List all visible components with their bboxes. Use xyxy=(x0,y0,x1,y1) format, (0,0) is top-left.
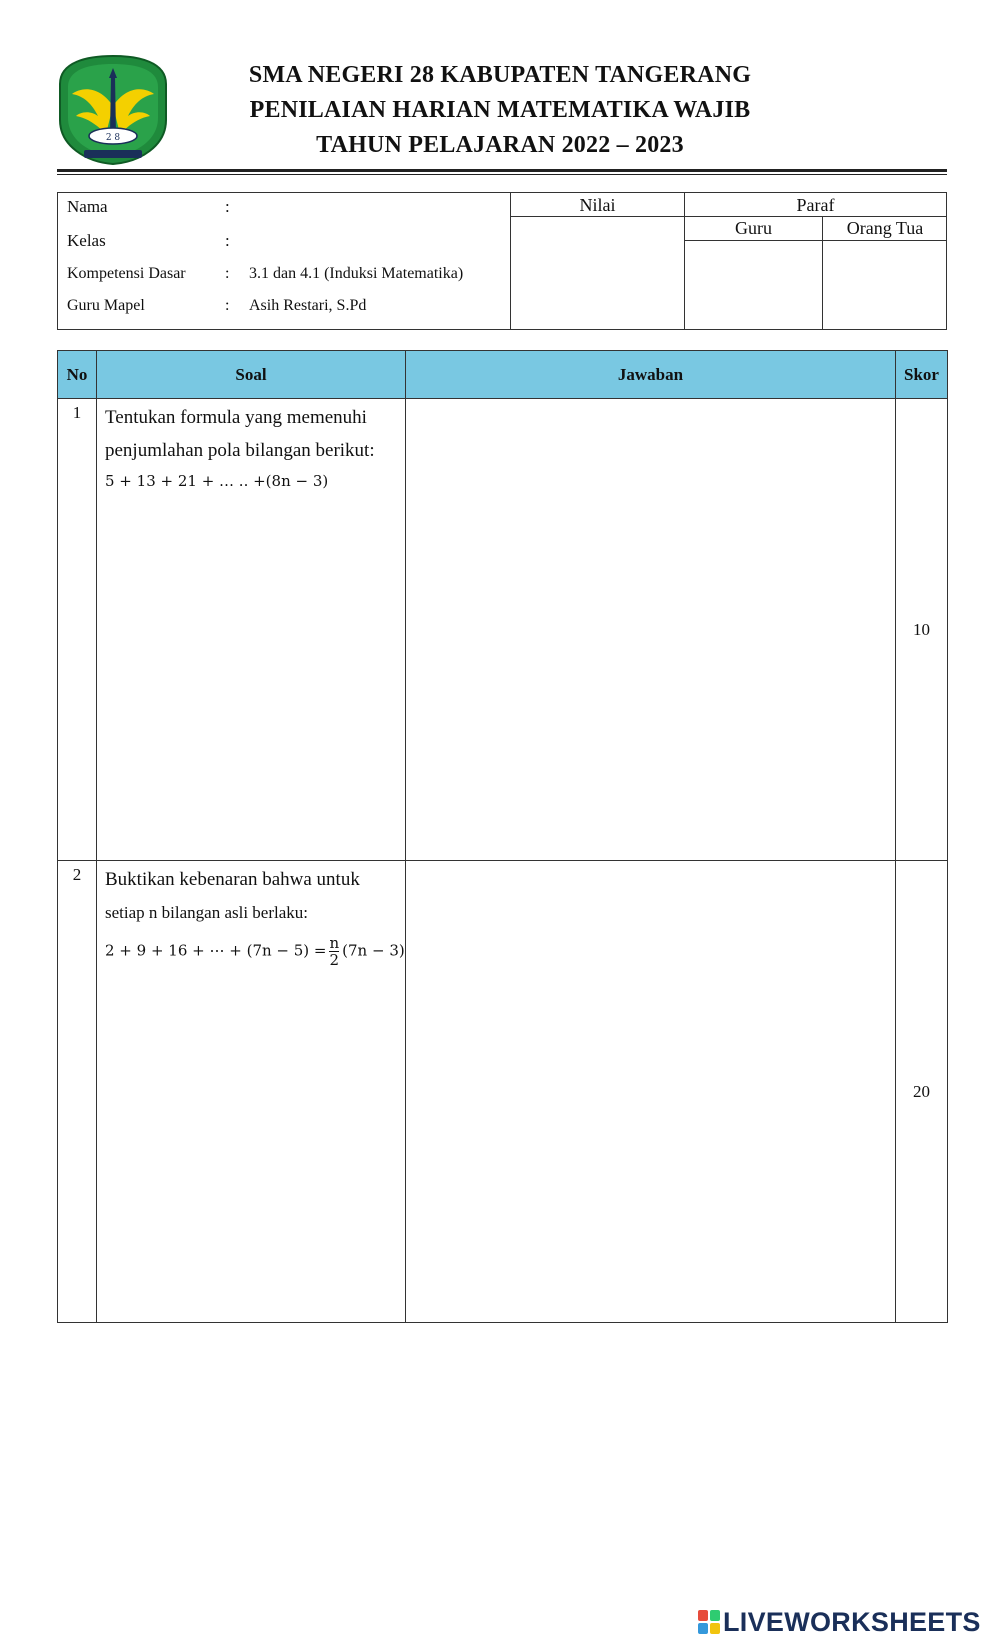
field-label: Kompetensi Dasar xyxy=(67,265,186,282)
assessment-name: PENILAIAN HARIAN MATEMATIKA WAJIB xyxy=(249,97,751,123)
header-divider-thin xyxy=(57,174,947,175)
question-text: penjumlahan pola bilangan berikut: xyxy=(105,440,375,461)
nilai-label: Nilai xyxy=(511,193,684,217)
header-jawaban: Jawaban xyxy=(406,351,896,399)
field-label: Nama xyxy=(67,197,108,216)
table-row xyxy=(58,399,948,861)
liveworksheets-logo-icon xyxy=(698,1610,720,1634)
field-label: Kelas xyxy=(67,231,106,250)
student-info-fields xyxy=(58,193,510,329)
school-emblem-icon xyxy=(54,54,172,166)
question-number: 1 xyxy=(58,399,97,861)
formula-right: (7n − 3) xyxy=(342,941,405,960)
field-value: Asih Restari, S.Pd xyxy=(249,297,367,314)
fraction-numerator: n xyxy=(329,934,340,952)
fraction-denominator: 2 xyxy=(329,951,340,969)
paraf-orang-tua-label: Orang Tua xyxy=(822,217,947,241)
formula-left: 2 + 9 + 16 + ⋯ + (7n − 5) = xyxy=(105,941,327,960)
field-colon: : xyxy=(225,231,230,250)
question-formula: 5 + 13 + 21 + … .. +(8n − 3) xyxy=(105,472,329,490)
question-formula xyxy=(105,934,405,969)
liveworksheets-brand[interactable] xyxy=(698,1607,981,1637)
field-colon: : xyxy=(225,197,230,216)
table-header-row xyxy=(58,351,948,399)
paraf-guru-label: Guru xyxy=(685,217,822,241)
academic-year: TAHUN PELAJARAN 2022 – 2023 xyxy=(316,132,684,158)
field-label: Guru Mapel xyxy=(67,297,145,314)
header-divider-thick xyxy=(57,169,947,172)
emblem-digits: 2 8 xyxy=(105,133,121,143)
document-title xyxy=(200,58,800,163)
question-cell xyxy=(97,399,406,861)
brand-name: LIVEWORKSHEETS xyxy=(723,1606,981,1637)
field-colon: : xyxy=(225,265,230,282)
question-text: setiap n bilangan asli berlaku: xyxy=(105,903,308,922)
answer-area[interactable] xyxy=(406,861,896,1323)
field-value: 3.1 dan 4.1 (Induksi Matematika) xyxy=(249,265,464,282)
score-value: 20 xyxy=(896,861,948,1323)
question-table xyxy=(57,350,948,1323)
field-colon: : xyxy=(225,297,230,314)
question-text: Buktikan kebenaran bahwa untuk xyxy=(105,869,360,890)
score-value: 10 xyxy=(896,399,948,861)
question-cell xyxy=(97,861,406,1323)
nilai-column xyxy=(510,193,684,329)
paraf-column xyxy=(684,193,946,329)
paraf-divider xyxy=(822,241,823,329)
header-skor: Skor xyxy=(896,351,948,399)
question-number: 2 xyxy=(58,861,97,1323)
question-text: Tentukan formula yang memenuhi xyxy=(105,407,367,428)
header-no: No xyxy=(58,351,97,399)
table-row xyxy=(58,861,948,1323)
formula-fraction xyxy=(329,935,339,968)
header-soal: Soal xyxy=(97,351,406,399)
paraf-label: Paraf xyxy=(685,193,946,217)
school-name: SMA NEGERI 28 KABUPATEN TANGERANG xyxy=(248,62,752,88)
answer-area[interactable] xyxy=(406,399,896,861)
student-info-box xyxy=(57,192,947,330)
